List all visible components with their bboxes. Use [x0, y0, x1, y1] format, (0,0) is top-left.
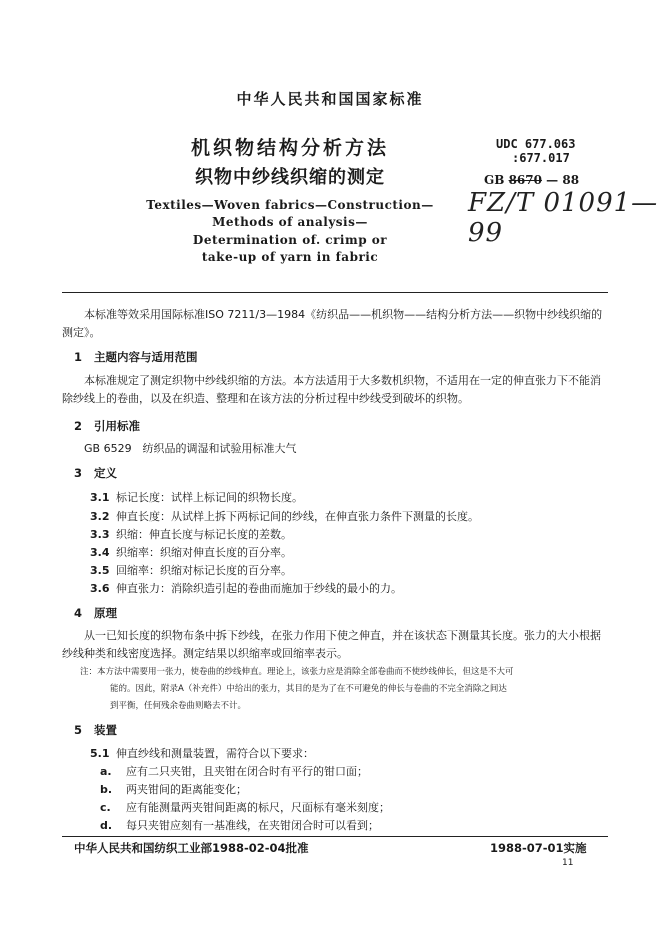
section-2-number: 2	[74, 419, 83, 433]
section-1-text: 本标准规定了测定织物中纱线织缩的方法。本方法适用于大多数机织物，不适用在一定的伸直张力下不能消除纱线上的卷曲，以及在织造、整理和在该方法的分析过程中纱线受到破坏的织物。	[62, 374, 601, 405]
section-2-title: 引用标准	[94, 419, 140, 433]
title-en-line-1: Textiles—Woven fabrics—Construction—	[146, 198, 434, 212]
section-1-heading	[74, 349, 198, 365]
handwritten-fz-number: FZ/T 01091—99	[468, 188, 659, 248]
gb-number	[484, 173, 579, 187]
section-5-title: 装置	[94, 723, 117, 737]
note-line: 注：本方法中需要用一张力，使卷曲的纱线伸直。理论上，该张力应是消除全部卷曲而不使纱线伸长，但这是不大可	[80, 667, 514, 677]
definition-item: 3.3 织缩：伸直长度与标记长度的差数。	[90, 528, 292, 541]
implementation-date: 1988-07-01实施	[490, 841, 587, 855]
gb-suffix: — 88	[546, 173, 580, 187]
section-4-text: 从一已知长度的织物布条中拆下纱线，在张力作用下使之伸直，并在该状态下测量其长度。张力的大小根据纱线种类和线密度选择。测定结果以织缩率或回缩率表示。	[62, 629, 601, 660]
udc-code-2: :677.017	[512, 151, 570, 165]
definition-item: 3.1 标记长度：试样上标记间的织物长度。	[90, 491, 303, 504]
page-number: 11	[562, 858, 574, 868]
list-item: d. 每只夹钳应刻有一基准线，在夹钳闭合时可以看到；	[100, 819, 379, 832]
list-item: a. 应有二只夹钳，且夹钳在闭合时有平行的钳口面；	[100, 765, 368, 778]
standard-header: 中华人民共和国国家标准	[236, 90, 424, 108]
section-2-text: GB 6529 纺织品的调湿和试验用标准大气	[84, 442, 297, 455]
section-1-number: 1	[74, 350, 83, 364]
section-4-note	[80, 664, 610, 715]
title-en-line-4: take-up of yarn in fabric	[201, 250, 379, 264]
definition-item: 3.2 伸直长度：从试样上拆下两标记间的纱线，在伸直张力条件下测量的长度。	[90, 510, 479, 523]
section-4-number: 4	[74, 606, 83, 620]
footer-divider	[62, 836, 608, 837]
list-item: c. 应有能测量两夹钳间距离的标尺，尺面标有毫米刻度；	[100, 801, 390, 814]
section-1-title: 主题内容与适用范围	[94, 350, 198, 364]
section-3-heading	[74, 465, 117, 481]
section-5-heading	[74, 722, 117, 738]
definition-item: 3.5 回缩率：织缩对标记长度的百分率。	[90, 564, 292, 577]
approval-date: 中华人民共和国纺织工业部1988-02-04批准	[74, 841, 309, 855]
intro-paragraph: 本标准等效采用国际标准ISO 7211/3—1984《纺织品——机织物——结构分析方法——织物中纱线织缩的测定》。	[62, 308, 603, 339]
note-line: 到平衡，任何残余卷曲则略去不计。	[110, 701, 247, 711]
title-en-line-2: Methods of analysis—	[212, 215, 368, 229]
gb-old-number: 8670	[508, 173, 542, 187]
definition-item: 3.4 织缩率：织缩对伸直长度的百分率。	[90, 546, 292, 559]
definition-item: 3.6 伸直张力：消除织造引起的卷曲而施加于纱线的最小的力。	[90, 582, 402, 595]
section-3-number: 3	[74, 466, 83, 480]
section-4-heading	[74, 605, 117, 621]
section-2-heading	[74, 418, 140, 434]
title-cn-2: 织物中纱线织缩的测定	[195, 167, 385, 188]
section-4-title: 原理	[94, 606, 117, 620]
apparatus-item: 5.1 伸直纱线和测量装置，需符合以下要求：	[90, 747, 314, 760]
list-item: b. 两夹钳间的距离能变化；	[100, 783, 247, 796]
note-line: 能的。因此，附录A（补充件）中给出的张力，其目的是为了在不可避免的伸长与卷曲的不完全消除之间达	[110, 684, 507, 694]
section-5-number: 5	[74, 723, 83, 737]
title-cn-1: 机织物结构分析方法	[190, 137, 389, 159]
title-en-line-3: Determination of. crimp or	[192, 233, 388, 247]
header-divider	[62, 292, 608, 293]
gb-prefix: GB	[484, 173, 505, 187]
udc-code: UDC 677.063	[496, 137, 576, 151]
section-3-title: 定义	[94, 466, 117, 480]
